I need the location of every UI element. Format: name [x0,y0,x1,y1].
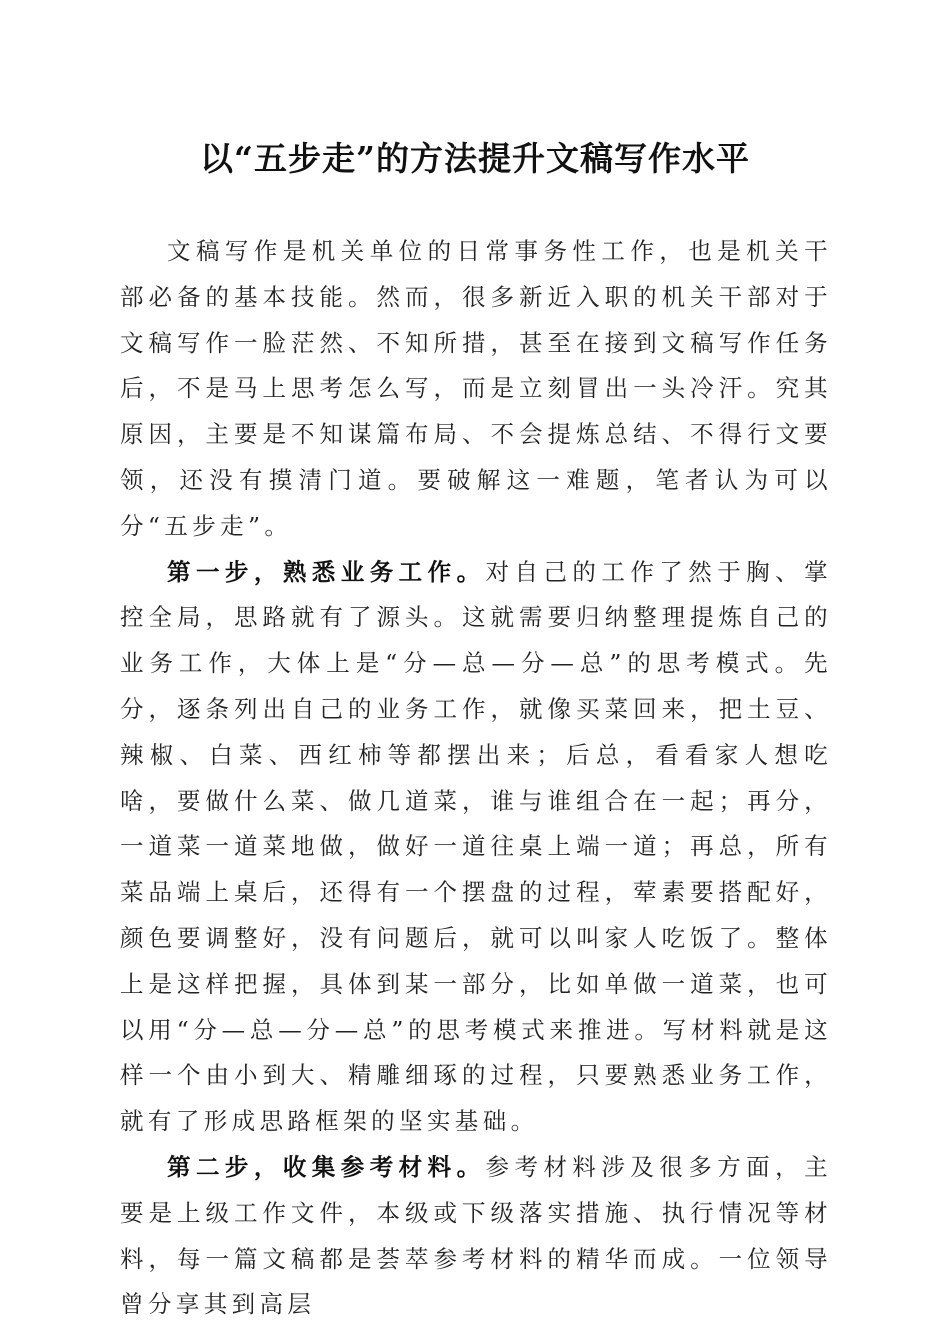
document-title: 以“五步走”的方法提升文稿写作水平 [200,139,750,178]
paragraph-intro [120,229,832,550]
paragraph-text: 文稿写作是机关单位的日常事务性工作，也是机关干部必备的基本技能。然而，很多新近入职的机关干部对于文稿写作一脸茫然、不知所措，甚至在接到文稿写作任务后，不是马上思考怎么写，而是立刻冒出一头冷汗。究其原因，主要是不知谋篇布局、不会提炼总结、不得行文要领，还没有摸清门道。要破解这一难题，笔者认为可以分“五步走”。 [120,237,832,540]
paragraph-step-one [120,550,832,1145]
paragraph-text: 对自己的工作了然于胸、掌控全局，思路就有了源头。这就需要归纳整理提炼自己的业务工作，大体上是“分—总—分—总”的思考模式。先分，逐条列出自己的业务工作，就像买菜回来，把土豆、辣椒、白菜、西红柿等都摆出来；后总，看看家人想吃啥，要做什么菜、做几道菜，谁与谁组合在一起；再分，一道菜一道菜地做，做好一道往桌上端一道；再总，所有菜品端上桌后，还得有一个摆盘的过程，荤素要搭配好，颜色要调整好，没有问题后，就可以叫家人吃饭了。整体上是这样把握，具体到某一部分，比如单做一道菜，也可以用“分—总—分—总”的思考模式来推进。写材料就是这样一个由小到大、精雕细琢的过程，只要熟悉业务工作，就有了形成思路框架的坚实基础。 [120,557,832,1136]
paragraph-lead: 第一步，熟悉业务工作。 [167,557,486,586]
paragraph-lead: 第二步，收集参考材料。 [167,1152,486,1181]
paragraph-text: 参考材料涉及很多方面，主要是上级工作文件，本级或下级落实措施、执行情况等材料，每一篇文稿都是荟萃参考材料的精华而成。一位领导曾分享其到高层 [120,1152,832,1319]
paragraph-step-two [120,1145,832,1328]
document-body [120,229,832,1328]
